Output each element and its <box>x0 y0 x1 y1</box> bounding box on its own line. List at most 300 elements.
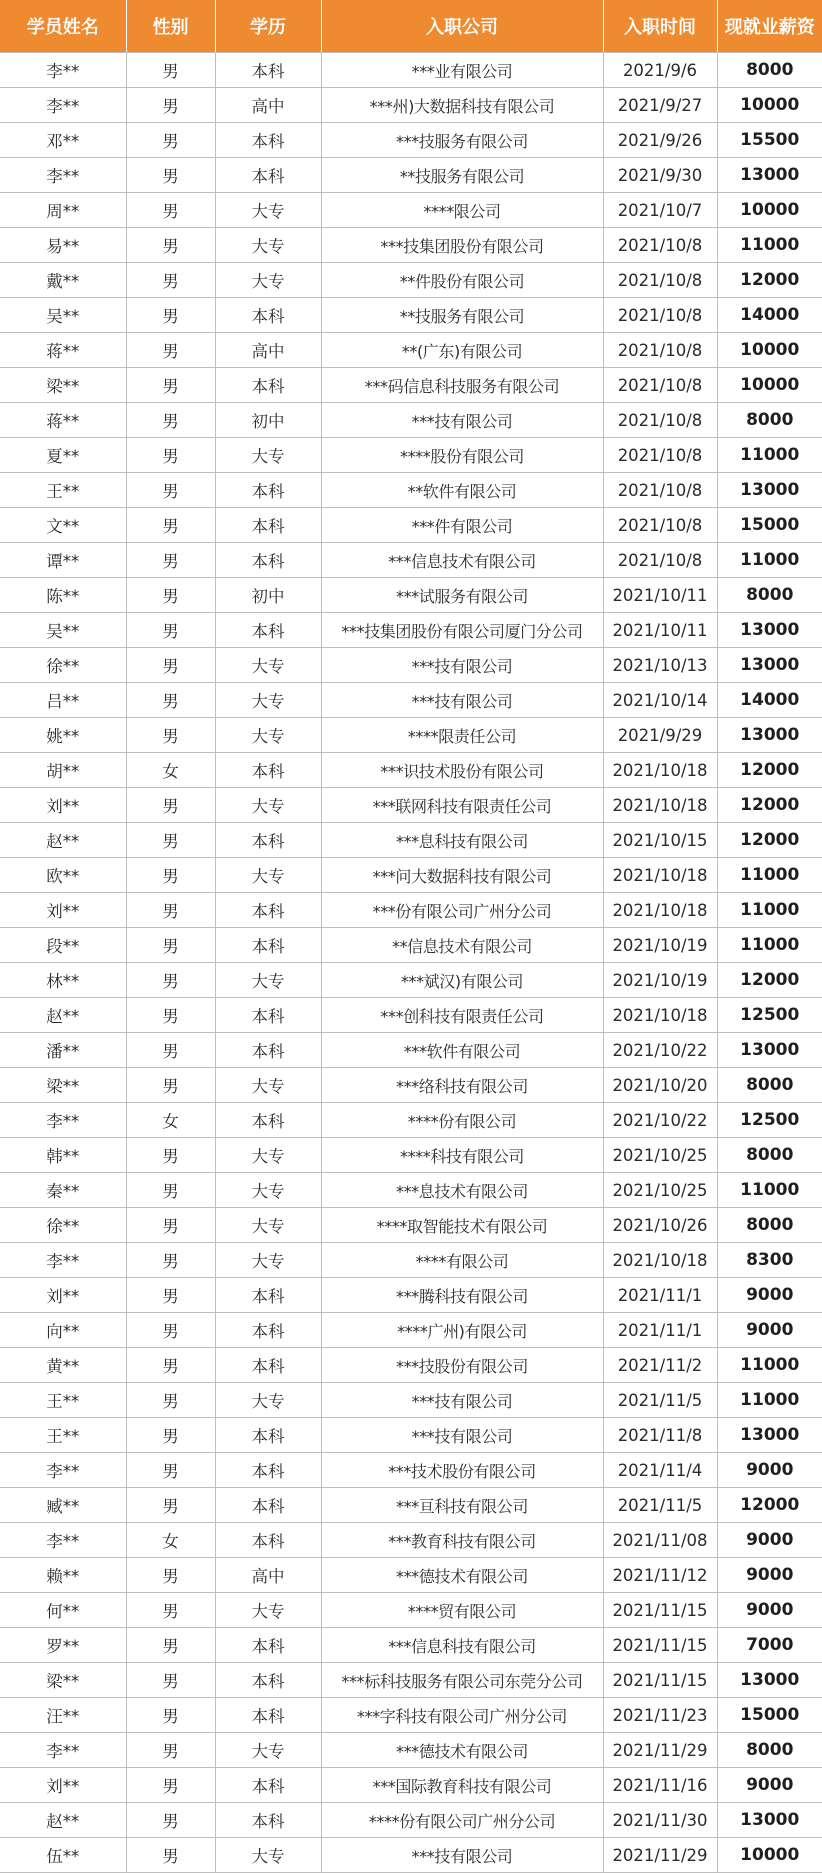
table-row <box>0 1523 822 1558</box>
cell-student-name: 姚** <box>0 718 126 753</box>
cell-hire-date: 2021/11/15 <box>603 1628 717 1663</box>
table-row <box>0 1593 822 1628</box>
table-row <box>0 1138 822 1173</box>
cell-salary: 13000 <box>717 1663 822 1698</box>
cell-gender: 男 <box>126 683 215 718</box>
cell-hire-date: 2021/10/7 <box>603 193 717 228</box>
cell-hire-date: 2021/10/18 <box>603 1243 717 1278</box>
table-row <box>0 1278 822 1313</box>
cell-hire-date: 2021/10/14 <box>603 683 717 718</box>
cell-salary: 8000 <box>717 1208 822 1243</box>
table-row <box>0 1418 822 1453</box>
cell-company: ***创科技有限责任公司 <box>321 998 603 1033</box>
cell-student-name: 梁** <box>0 368 126 403</box>
cell-hire-date: 2021/10/8 <box>603 543 717 578</box>
cell-company: ***技有限公司 <box>321 403 603 438</box>
table-row <box>0 473 822 508</box>
cell-company: ***信息技术有限公司 <box>321 543 603 578</box>
cell-salary: 11000 <box>717 1173 822 1208</box>
cell-salary: 9000 <box>717 1313 822 1348</box>
cell-company: ***技有限公司 <box>321 683 603 718</box>
cell-salary: 7000 <box>717 1628 822 1663</box>
cell-gender: 男 <box>126 123 215 158</box>
cell-student-name: 吴** <box>0 298 126 333</box>
cell-gender: 男 <box>126 1768 215 1803</box>
cell-gender: 男 <box>126 858 215 893</box>
cell-salary: 11000 <box>717 1348 822 1383</box>
cell-company: ***码信息科技服务有限公司 <box>321 368 603 403</box>
cell-salary: 8000 <box>717 1138 822 1173</box>
cell-gender: 男 <box>126 1208 215 1243</box>
cell-company: ***教育科技有限公司 <box>321 1523 603 1558</box>
cell-hire-date: 2021/11/5 <box>603 1383 717 1418</box>
header-student-name: 学员姓名 <box>0 0 126 53</box>
cell-salary: 12000 <box>717 788 822 823</box>
table-row <box>0 1768 822 1803</box>
cell-student-name: 刘** <box>0 788 126 823</box>
cell-hire-date: 2021/11/12 <box>603 1558 717 1593</box>
cell-salary: 9000 <box>717 1453 822 1488</box>
table-row <box>0 1243 822 1278</box>
cell-student-name: 李** <box>0 158 126 193</box>
cell-company: ****股份有限公司 <box>321 438 603 473</box>
cell-salary: 12000 <box>717 963 822 998</box>
cell-gender: 男 <box>126 823 215 858</box>
cell-salary: 10000 <box>717 88 822 123</box>
cell-salary: 11000 <box>717 438 822 473</box>
cell-gender: 男 <box>126 298 215 333</box>
cell-student-name: 赵** <box>0 823 126 858</box>
cell-salary: 12000 <box>717 1488 822 1523</box>
header-gender: 性别 <box>126 0 215 53</box>
cell-education: 大专 <box>215 683 321 718</box>
cell-student-name: 向** <box>0 1313 126 1348</box>
cell-salary: 9000 <box>717 1278 822 1313</box>
cell-student-name: 秦** <box>0 1173 126 1208</box>
cell-company: ***国际教育科技有限公司 <box>321 1768 603 1803</box>
table-row <box>0 893 822 928</box>
cell-hire-date: 2021/11/2 <box>603 1348 717 1383</box>
cell-company: ***技集团股份有限公司厦门分公司 <box>321 613 603 648</box>
cell-education: 大专 <box>215 718 321 753</box>
cell-hire-date: 2021/10/8 <box>603 508 717 543</box>
cell-salary: 13000 <box>717 473 822 508</box>
table-row <box>0 543 822 578</box>
cell-hire-date: 2021/10/8 <box>603 263 717 298</box>
cell-salary: 14000 <box>717 683 822 718</box>
cell-salary: 9000 <box>717 1523 822 1558</box>
cell-company: ***亘科技有限公司 <box>321 1488 603 1523</box>
cell-salary: 15500 <box>717 123 822 158</box>
cell-student-name: 吴** <box>0 613 126 648</box>
header-hire-date: 入职时间 <box>603 0 717 53</box>
cell-company: ***识技术股份有限公司 <box>321 753 603 788</box>
cell-salary: 11000 <box>717 543 822 578</box>
cell-hire-date: 2021/10/25 <box>603 1173 717 1208</box>
table-row <box>0 298 822 333</box>
cell-hire-date: 2021/11/15 <box>603 1593 717 1628</box>
cell-student-name: 吕** <box>0 683 126 718</box>
cell-student-name: 邓** <box>0 123 126 158</box>
cell-student-name: 臧** <box>0 1488 126 1523</box>
table-row <box>0 1068 822 1103</box>
table-row <box>0 1208 822 1243</box>
cell-company: ***技股份有限公司 <box>321 1348 603 1383</box>
cell-student-name: 伍** <box>0 1838 126 1873</box>
cell-education: 本科 <box>215 1103 321 1138</box>
cell-company: ***技有限公司 <box>321 1418 603 1453</box>
cell-student-name: 夏** <box>0 438 126 473</box>
cell-education: 本科 <box>215 368 321 403</box>
cell-gender: 男 <box>126 1803 215 1838</box>
cell-education: 本科 <box>215 123 321 158</box>
cell-salary: 12500 <box>717 998 822 1033</box>
cell-salary: 11000 <box>717 858 822 893</box>
cell-company: ****有限公司 <box>321 1243 603 1278</box>
cell-hire-date: 2021/10/13 <box>603 648 717 683</box>
table-row <box>0 753 822 788</box>
cell-education: 大专 <box>215 1383 321 1418</box>
table-row <box>0 1698 822 1733</box>
cell-hire-date: 2021/10/8 <box>603 403 717 438</box>
table-row <box>0 858 822 893</box>
cell-company: ***联网科技有限责任公司 <box>321 788 603 823</box>
cell-student-name: 徐** <box>0 1208 126 1243</box>
cell-salary: 9000 <box>717 1593 822 1628</box>
cell-education: 本科 <box>215 1488 321 1523</box>
table-row <box>0 1383 822 1418</box>
cell-education: 本科 <box>215 158 321 193</box>
cell-student-name: 梁** <box>0 1663 126 1698</box>
cell-gender: 男 <box>126 1418 215 1453</box>
cell-student-name: 李** <box>0 1453 126 1488</box>
cell-gender: 男 <box>126 1348 215 1383</box>
cell-salary: 13000 <box>717 1033 822 1068</box>
table-row <box>0 963 822 998</box>
cell-company: ***络科技有限公司 <box>321 1068 603 1103</box>
table-row <box>0 578 822 613</box>
cell-gender: 男 <box>126 613 215 648</box>
table-header <box>0 0 822 53</box>
cell-company: ***软件有限公司 <box>321 1033 603 1068</box>
cell-gender: 男 <box>126 1628 215 1663</box>
cell-company: ****贸有限公司 <box>321 1593 603 1628</box>
cell-gender: 男 <box>126 228 215 263</box>
cell-education: 本科 <box>215 543 321 578</box>
cell-hire-date: 2021/9/29 <box>603 718 717 753</box>
cell-salary: 11000 <box>717 228 822 263</box>
cell-gender: 男 <box>126 578 215 613</box>
cell-hire-date: 2021/11/30 <box>603 1803 717 1838</box>
cell-education: 本科 <box>215 1033 321 1068</box>
cell-education: 本科 <box>215 1768 321 1803</box>
table-row <box>0 998 822 1033</box>
cell-hire-date: 2021/10/18 <box>603 858 717 893</box>
cell-student-name: 赵** <box>0 1803 126 1838</box>
cell-company: ***标科技服务有限公司东莞分公司 <box>321 1663 603 1698</box>
cell-hire-date: 2021/11/1 <box>603 1313 717 1348</box>
header-row <box>0 0 822 53</box>
cell-salary: 13000 <box>717 718 822 753</box>
cell-education: 本科 <box>215 298 321 333</box>
table-row <box>0 648 822 683</box>
cell-education: 大专 <box>215 1208 321 1243</box>
cell-gender: 男 <box>126 1698 215 1733</box>
cell-education: 大专 <box>215 228 321 263</box>
cell-gender: 男 <box>126 88 215 123</box>
cell-education: 本科 <box>215 53 321 88</box>
table-row <box>0 1558 822 1593</box>
cell-gender: 男 <box>126 1733 215 1768</box>
cell-company: ****份有限公司广州分公司 <box>321 1803 603 1838</box>
cell-student-name: 李** <box>0 53 126 88</box>
cell-gender: 女 <box>126 753 215 788</box>
cell-gender: 男 <box>126 1033 215 1068</box>
cell-hire-date: 2021/10/8 <box>603 368 717 403</box>
cell-gender: 男 <box>126 648 215 683</box>
cell-company: ***件有限公司 <box>321 508 603 543</box>
table-row <box>0 228 822 263</box>
cell-company: ****取智能技术有限公司 <box>321 1208 603 1243</box>
cell-hire-date: 2021/10/18 <box>603 893 717 928</box>
cell-company: **信息技术有限公司 <box>321 928 603 963</box>
table-row <box>0 403 822 438</box>
cell-education: 大专 <box>215 963 321 998</box>
cell-company: ***份有限公司广州分公司 <box>321 893 603 928</box>
table-row <box>0 613 822 648</box>
table-row <box>0 1173 822 1208</box>
cell-education: 大专 <box>215 193 321 228</box>
cell-hire-date: 2021/10/18 <box>603 788 717 823</box>
table-row <box>0 823 822 858</box>
cell-salary: 13000 <box>717 1418 822 1453</box>
table-row <box>0 1103 822 1138</box>
header-company: 入职公司 <box>321 0 603 53</box>
cell-education: 本科 <box>215 1523 321 1558</box>
cell-company: ***腾科技有限公司 <box>321 1278 603 1313</box>
cell-student-name: 刘** <box>0 1278 126 1313</box>
cell-education: 本科 <box>215 823 321 858</box>
cell-salary: 13000 <box>717 613 822 648</box>
cell-gender: 男 <box>126 158 215 193</box>
cell-salary: 13000 <box>717 648 822 683</box>
cell-education: 本科 <box>215 1628 321 1663</box>
cell-student-name: 汪** <box>0 1698 126 1733</box>
cell-education: 大专 <box>215 788 321 823</box>
cell-gender: 男 <box>126 1278 215 1313</box>
cell-student-name: 段** <box>0 928 126 963</box>
cell-education: 本科 <box>215 928 321 963</box>
cell-company: ***息科技有限公司 <box>321 823 603 858</box>
cell-salary: 12500 <box>717 1103 822 1138</box>
cell-gender: 男 <box>126 963 215 998</box>
cell-hire-date: 2021/10/18 <box>603 998 717 1033</box>
cell-gender: 男 <box>126 1558 215 1593</box>
table-row <box>0 718 822 753</box>
cell-hire-date: 2021/10/8 <box>603 228 717 263</box>
cell-student-name: 李** <box>0 1733 126 1768</box>
cell-company: ***信息科技有限公司 <box>321 1628 603 1663</box>
table-row <box>0 53 822 88</box>
cell-student-name: 陈** <box>0 578 126 613</box>
cell-student-name: 谭** <box>0 543 126 578</box>
cell-company: ***技有限公司 <box>321 648 603 683</box>
cell-company: ****限责任公司 <box>321 718 603 753</box>
cell-gender: 男 <box>126 53 215 88</box>
cell-gender: 男 <box>126 788 215 823</box>
cell-hire-date: 2021/11/23 <box>603 1698 717 1733</box>
cell-student-name: 赵** <box>0 998 126 1033</box>
cell-gender: 男 <box>126 1593 215 1628</box>
cell-salary: 12000 <box>717 753 822 788</box>
cell-salary: 9000 <box>717 1558 822 1593</box>
cell-student-name: 刘** <box>0 893 126 928</box>
cell-hire-date: 2021/10/26 <box>603 1208 717 1243</box>
cell-company: ****份有限公司 <box>321 1103 603 1138</box>
cell-student-name: 刘** <box>0 1768 126 1803</box>
cell-hire-date: 2021/9/6 <box>603 53 717 88</box>
cell-gender: 男 <box>126 1838 215 1873</box>
cell-company: ***德技术有限公司 <box>321 1733 603 1768</box>
table-row <box>0 1488 822 1523</box>
cell-company: ***技有限公司 <box>321 1383 603 1418</box>
cell-gender: 男 <box>126 263 215 298</box>
cell-education: 大专 <box>215 648 321 683</box>
cell-hire-date: 2021/9/30 <box>603 158 717 193</box>
cell-student-name: 韩** <box>0 1138 126 1173</box>
cell-hire-date: 2021/10/19 <box>603 928 717 963</box>
cell-company: **技服务有限公司 <box>321 158 603 193</box>
cell-gender: 男 <box>126 1138 215 1173</box>
cell-company: ****限公司 <box>321 193 603 228</box>
cell-salary: 8000 <box>717 1068 822 1103</box>
cell-company: ***州)大数据科技有限公司 <box>321 88 603 123</box>
cell-education: 本科 <box>215 1278 321 1313</box>
table-row <box>0 333 822 368</box>
cell-hire-date: 2021/11/8 <box>603 1418 717 1453</box>
cell-company: **技服务有限公司 <box>321 298 603 333</box>
cell-salary: 10000 <box>717 1838 822 1873</box>
cell-salary: 8300 <box>717 1243 822 1278</box>
cell-student-name: 李** <box>0 1103 126 1138</box>
cell-gender: 男 <box>126 893 215 928</box>
cell-student-name: 赖** <box>0 1558 126 1593</box>
cell-gender: 男 <box>126 333 215 368</box>
cell-student-name: 蒋** <box>0 403 126 438</box>
cell-hire-date: 2021/10/25 <box>603 1138 717 1173</box>
cell-gender: 男 <box>126 368 215 403</box>
cell-salary: 15000 <box>717 1698 822 1733</box>
cell-hire-date: 2021/11/29 <box>603 1733 717 1768</box>
table-row <box>0 1628 822 1663</box>
cell-company: ***技服务有限公司 <box>321 123 603 158</box>
cell-education: 大专 <box>215 1068 321 1103</box>
cell-student-name: 欧** <box>0 858 126 893</box>
cell-education: 本科 <box>215 508 321 543</box>
cell-salary: 10000 <box>717 333 822 368</box>
cell-gender: 男 <box>126 193 215 228</box>
cell-salary: 11000 <box>717 893 822 928</box>
cell-hire-date: 2021/10/11 <box>603 578 717 613</box>
cell-student-name: 何** <box>0 1593 126 1628</box>
cell-education: 本科 <box>215 1698 321 1733</box>
cell-student-name: 罗** <box>0 1628 126 1663</box>
cell-gender: 男 <box>126 473 215 508</box>
cell-company: ***试服务有限公司 <box>321 578 603 613</box>
cell-salary: 8000 <box>717 1733 822 1768</box>
cell-gender: 男 <box>126 543 215 578</box>
cell-salary: 8000 <box>717 578 822 613</box>
table-row <box>0 788 822 823</box>
cell-hire-date: 2021/11/4 <box>603 1453 717 1488</box>
table-row <box>0 1033 822 1068</box>
cell-gender: 男 <box>126 1453 215 1488</box>
cell-gender: 男 <box>126 928 215 963</box>
cell-hire-date: 2021/10/8 <box>603 438 717 473</box>
cell-education: 大专 <box>215 1593 321 1628</box>
cell-hire-date: 2021/10/19 <box>603 963 717 998</box>
cell-gender: 男 <box>126 1313 215 1348</box>
cell-salary: 13000 <box>717 1803 822 1838</box>
cell-student-name: 胡** <box>0 753 126 788</box>
cell-salary: 12000 <box>717 263 822 298</box>
cell-hire-date: 2021/10/11 <box>603 613 717 648</box>
cell-hire-date: 2021/10/8 <box>603 333 717 368</box>
cell-hire-date: 2021/10/8 <box>603 473 717 508</box>
table-row <box>0 193 822 228</box>
cell-student-name: 林** <box>0 963 126 998</box>
cell-education: 本科 <box>215 1663 321 1698</box>
cell-salary: 14000 <box>717 298 822 333</box>
cell-gender: 男 <box>126 1068 215 1103</box>
table-row <box>0 438 822 473</box>
cell-company: ****广州)有限公司 <box>321 1313 603 1348</box>
header-education: 学历 <box>215 0 321 53</box>
cell-hire-date: 2021/10/18 <box>603 753 717 788</box>
cell-education: 本科 <box>215 613 321 648</box>
cell-student-name: 李** <box>0 1523 126 1558</box>
cell-hire-date: 2021/10/20 <box>603 1068 717 1103</box>
cell-company: ***技术股份有限公司 <box>321 1453 603 1488</box>
cell-hire-date: 2021/10/22 <box>603 1103 717 1138</box>
cell-salary: 11000 <box>717 1383 822 1418</box>
cell-gender: 男 <box>126 718 215 753</box>
cell-education: 本科 <box>215 893 321 928</box>
cell-education: 本科 <box>215 753 321 788</box>
cell-student-name: 王** <box>0 473 126 508</box>
cell-education: 大专 <box>215 858 321 893</box>
cell-gender: 男 <box>126 1243 215 1278</box>
cell-company: ***业有限公司 <box>321 53 603 88</box>
cell-gender: 男 <box>126 438 215 473</box>
cell-education: 本科 <box>215 1803 321 1838</box>
table-row <box>0 88 822 123</box>
cell-hire-date: 2021/11/08 <box>603 1523 717 1558</box>
cell-education: 本科 <box>215 473 321 508</box>
cell-salary: 15000 <box>717 508 822 543</box>
cell-salary: 8000 <box>717 403 822 438</box>
cell-education: 高中 <box>215 333 321 368</box>
cell-student-name: 梁** <box>0 1068 126 1103</box>
cell-student-name: 易** <box>0 228 126 263</box>
table-row <box>0 683 822 718</box>
cell-gender: 男 <box>126 1173 215 1208</box>
cell-gender: 男 <box>126 508 215 543</box>
table-row <box>0 123 822 158</box>
cell-hire-date: 2021/10/15 <box>603 823 717 858</box>
cell-hire-date: 2021/11/16 <box>603 1768 717 1803</box>
cell-salary: 10000 <box>717 368 822 403</box>
